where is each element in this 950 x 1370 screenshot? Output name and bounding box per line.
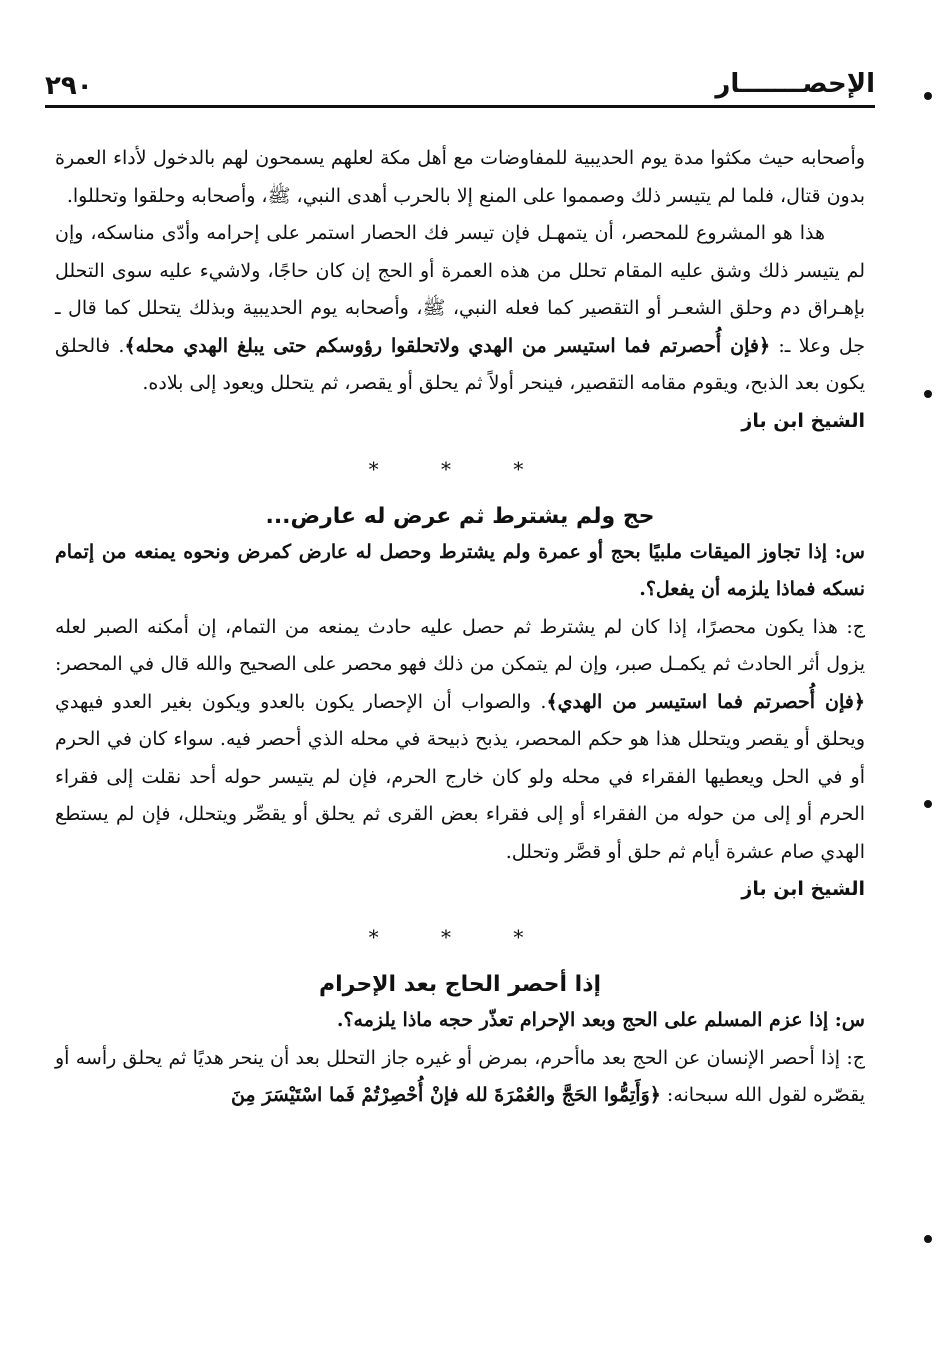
- question: س: إذا عزم المسلم على الحج وبعد الإحرام تعذّر حجه ماذا يلزمه؟.: [336, 1009, 865, 1031]
- quran-quote: ﴿فإن أُحصرتم فما استيسر من الهدي ولاتحلقوا رؤوسكم حتى يبلغ الهدي محله﴾: [124, 334, 771, 357]
- paragraph-text: . فالحلق يكون بعد الذبح، ويقوم مقامه التقصير، فينحر أولاً ثم يحلق أو يقصر، ثم يتحلل ويعود إلى بلاده.: [55, 334, 865, 394]
- running-header: [45, 69, 875, 109]
- margin-mark: [924, 92, 932, 100]
- signature: الشيخ ابن باز: [741, 878, 865, 900]
- signature: الشيخ ابن باز: [741, 409, 865, 432]
- page-number: ٢٩٠: [45, 71, 93, 101]
- paragraph-text: هذا هو المشروع للمحصر، أن يتمهـل فإن تيسر فك الحصار استمر على إحرامه وأدّى مناسكه، وإن لم يتيسر ذلك وشق عليه المقام تحلل من هذه العمرة أو الحج إن كان حاجًا، ولاشيء عليه سوى التحلل بإهـراق دم وحلق الشعـر أو التقصير كما فعله النبي، ﷺ، وأصحابه يوم الحديبية وبذلك يتحلل كما قال ـ جل وعلا ـ:: [55, 222, 866, 357]
- question: س: إذا تجاوز الميقات ملبيًا بحج أو عمرة ولم يشترط وحصل له عارض كمرض ونحوه يمنعه من إتمام نسكه فماذا يلزمه أن يفعل؟.: [55, 540, 865, 600]
- answer-text: ج: هذا يكون محصرًا، إذا كان لم يشترط ثم حصل عليه حادث يمنعه من التمام، إن أمكنه الصبر لعله يزول أثر الحادث ثم يكمـل صبر، وإن لم يتمكن من ذلك فهو محصر على الصحيح والله قال في المحصر:: [55, 615, 865, 675]
- chapter-title: الإحصـــــــار: [715, 69, 875, 99]
- answer-text: ج: إذا أحصر الإنسان عن الحج بعد ماأحرم، بمرض أو غيره جاز التحلل بعد أن ينحر هديًا ثم يحلق رأسه أو يقصّره لقول الله سبحانه:: [55, 1046, 865, 1106]
- margin-mark: [924, 800, 932, 808]
- section-title: حج ولم يشترط ثم عرض له عارض...: [265, 503, 655, 529]
- margin-mark: [924, 1235, 932, 1243]
- book-page: [30, 55, 915, 1355]
- quran-quote: ﴿وَأَتِمُّوا الحَجَّ والعُمْرَةَ لله فإنْ أُحْصِرْتُمْ فَما اسْتَيْسَرَ مِنَ: [230, 1084, 661, 1106]
- section-title: إذا أحصر الحاج بعد الإحرام: [318, 972, 602, 997]
- section-separator: * * *: [368, 456, 552, 481]
- section-separator: * * *: [368, 925, 552, 949]
- quran-quote: ﴿فإن أُحصرتم فما استيسر من الهدي﴾: [546, 690, 865, 713]
- paragraph: [55, 215, 865, 403]
- answer: [55, 609, 865, 872]
- paragraph: وأصحابه حيث مكثوا مدة يوم الحديبية للمفاوضات مع أهل مكة لعلهم يسمحون لهم بالدخول لأداء العمرة بدون قتال، فلما لم يتيسر ذلك وصمموا على المنع إلا بالحرب أهدى النبي، ﷺ، وأصحابه وحلقوا وتحللوا.: [55, 147, 865, 207]
- header-rule: [45, 105, 875, 108]
- page-content: [55, 140, 865, 1115]
- answer-text: . والصواب أن الإحصار يكون بالعدو ويكون بغير العدو فيهدي ويحلق أو يقصر ويتحلل هذا هو حكم المحصر، يذبح ذبيحة في محله الذي أحصر فيه. سواء كان في الحرم أو في الحل ويعطيها الفقراء في محله ولو كان خارج الحرم، فإن لم يتيسر حوله أحد نقلت إلى فقراء الحرم أو إلى من حوله من الفقراء أو إلى فقراء بعض القرى ثم يحلق أو يقصِّر ويتحلل، فإن لم يستطع الهدي صام عشرة أيام ثم حلق أو قصَّر وتحلل.: [55, 690, 865, 863]
- answer: [55, 1040, 865, 1115]
- margin-mark: [924, 390, 932, 398]
